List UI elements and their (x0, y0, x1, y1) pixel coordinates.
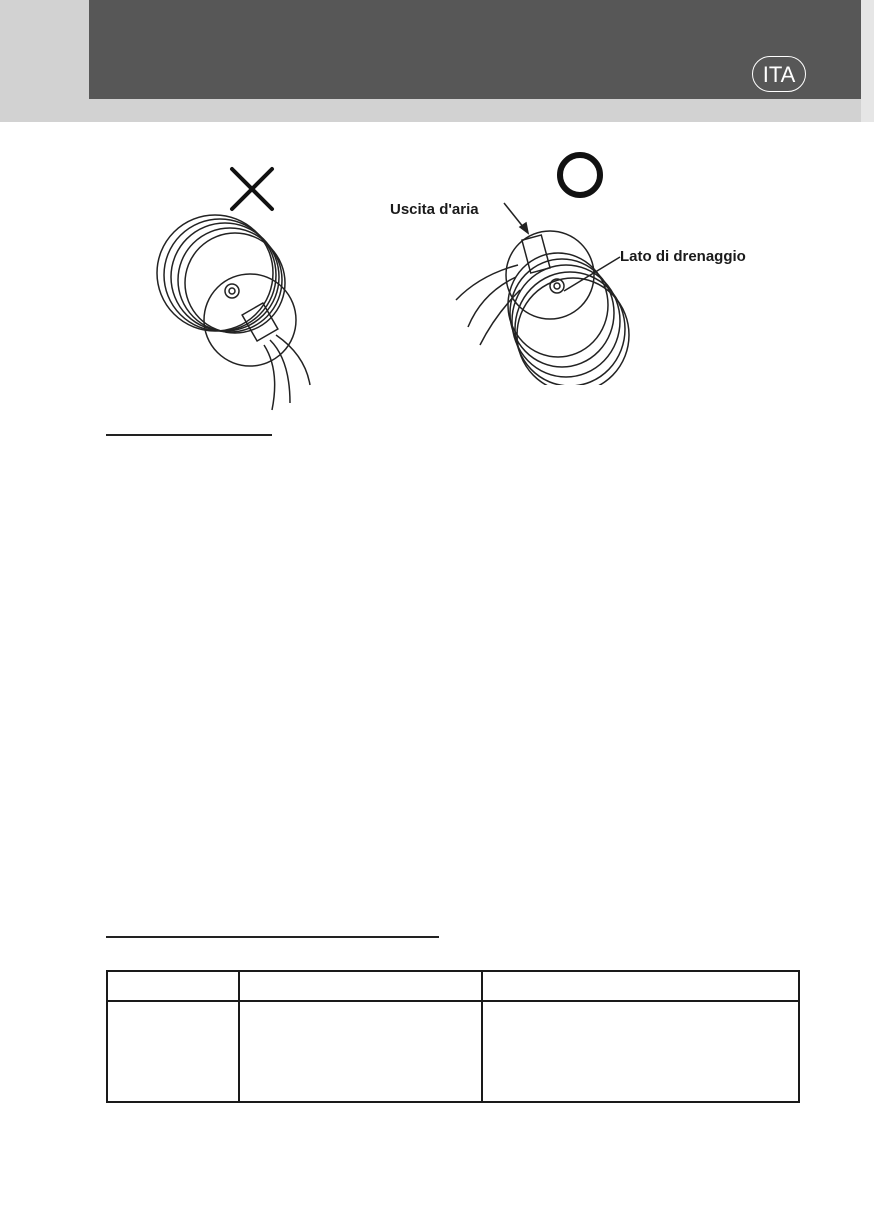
language-badge: ITA (752, 56, 806, 92)
table-cell (482, 971, 799, 1001)
table-cell (239, 971, 482, 1001)
table-cell (482, 1001, 799, 1102)
correct-orientation-figure (440, 145, 780, 385)
wrong-orientation-figure (140, 155, 340, 415)
cross-icon (232, 169, 272, 209)
table-header-row (107, 971, 799, 1001)
air-outlet-label: Uscita d'aria (390, 201, 479, 218)
section-heading-underline (106, 434, 272, 436)
correct-orientation-drawing (440, 145, 780, 385)
section-heading-underline (106, 936, 439, 938)
header-bar (89, 0, 861, 99)
table-row (107, 1001, 799, 1102)
page-edge (861, 0, 874, 122)
wrong-orientation-drawing (140, 155, 340, 415)
table-cell (107, 1001, 239, 1102)
table-cell (239, 1001, 482, 1102)
spec-table (106, 970, 800, 1103)
circle-icon (560, 155, 600, 195)
drain-side-label: Lato di drenaggio (620, 248, 746, 265)
table-cell (107, 971, 239, 1001)
